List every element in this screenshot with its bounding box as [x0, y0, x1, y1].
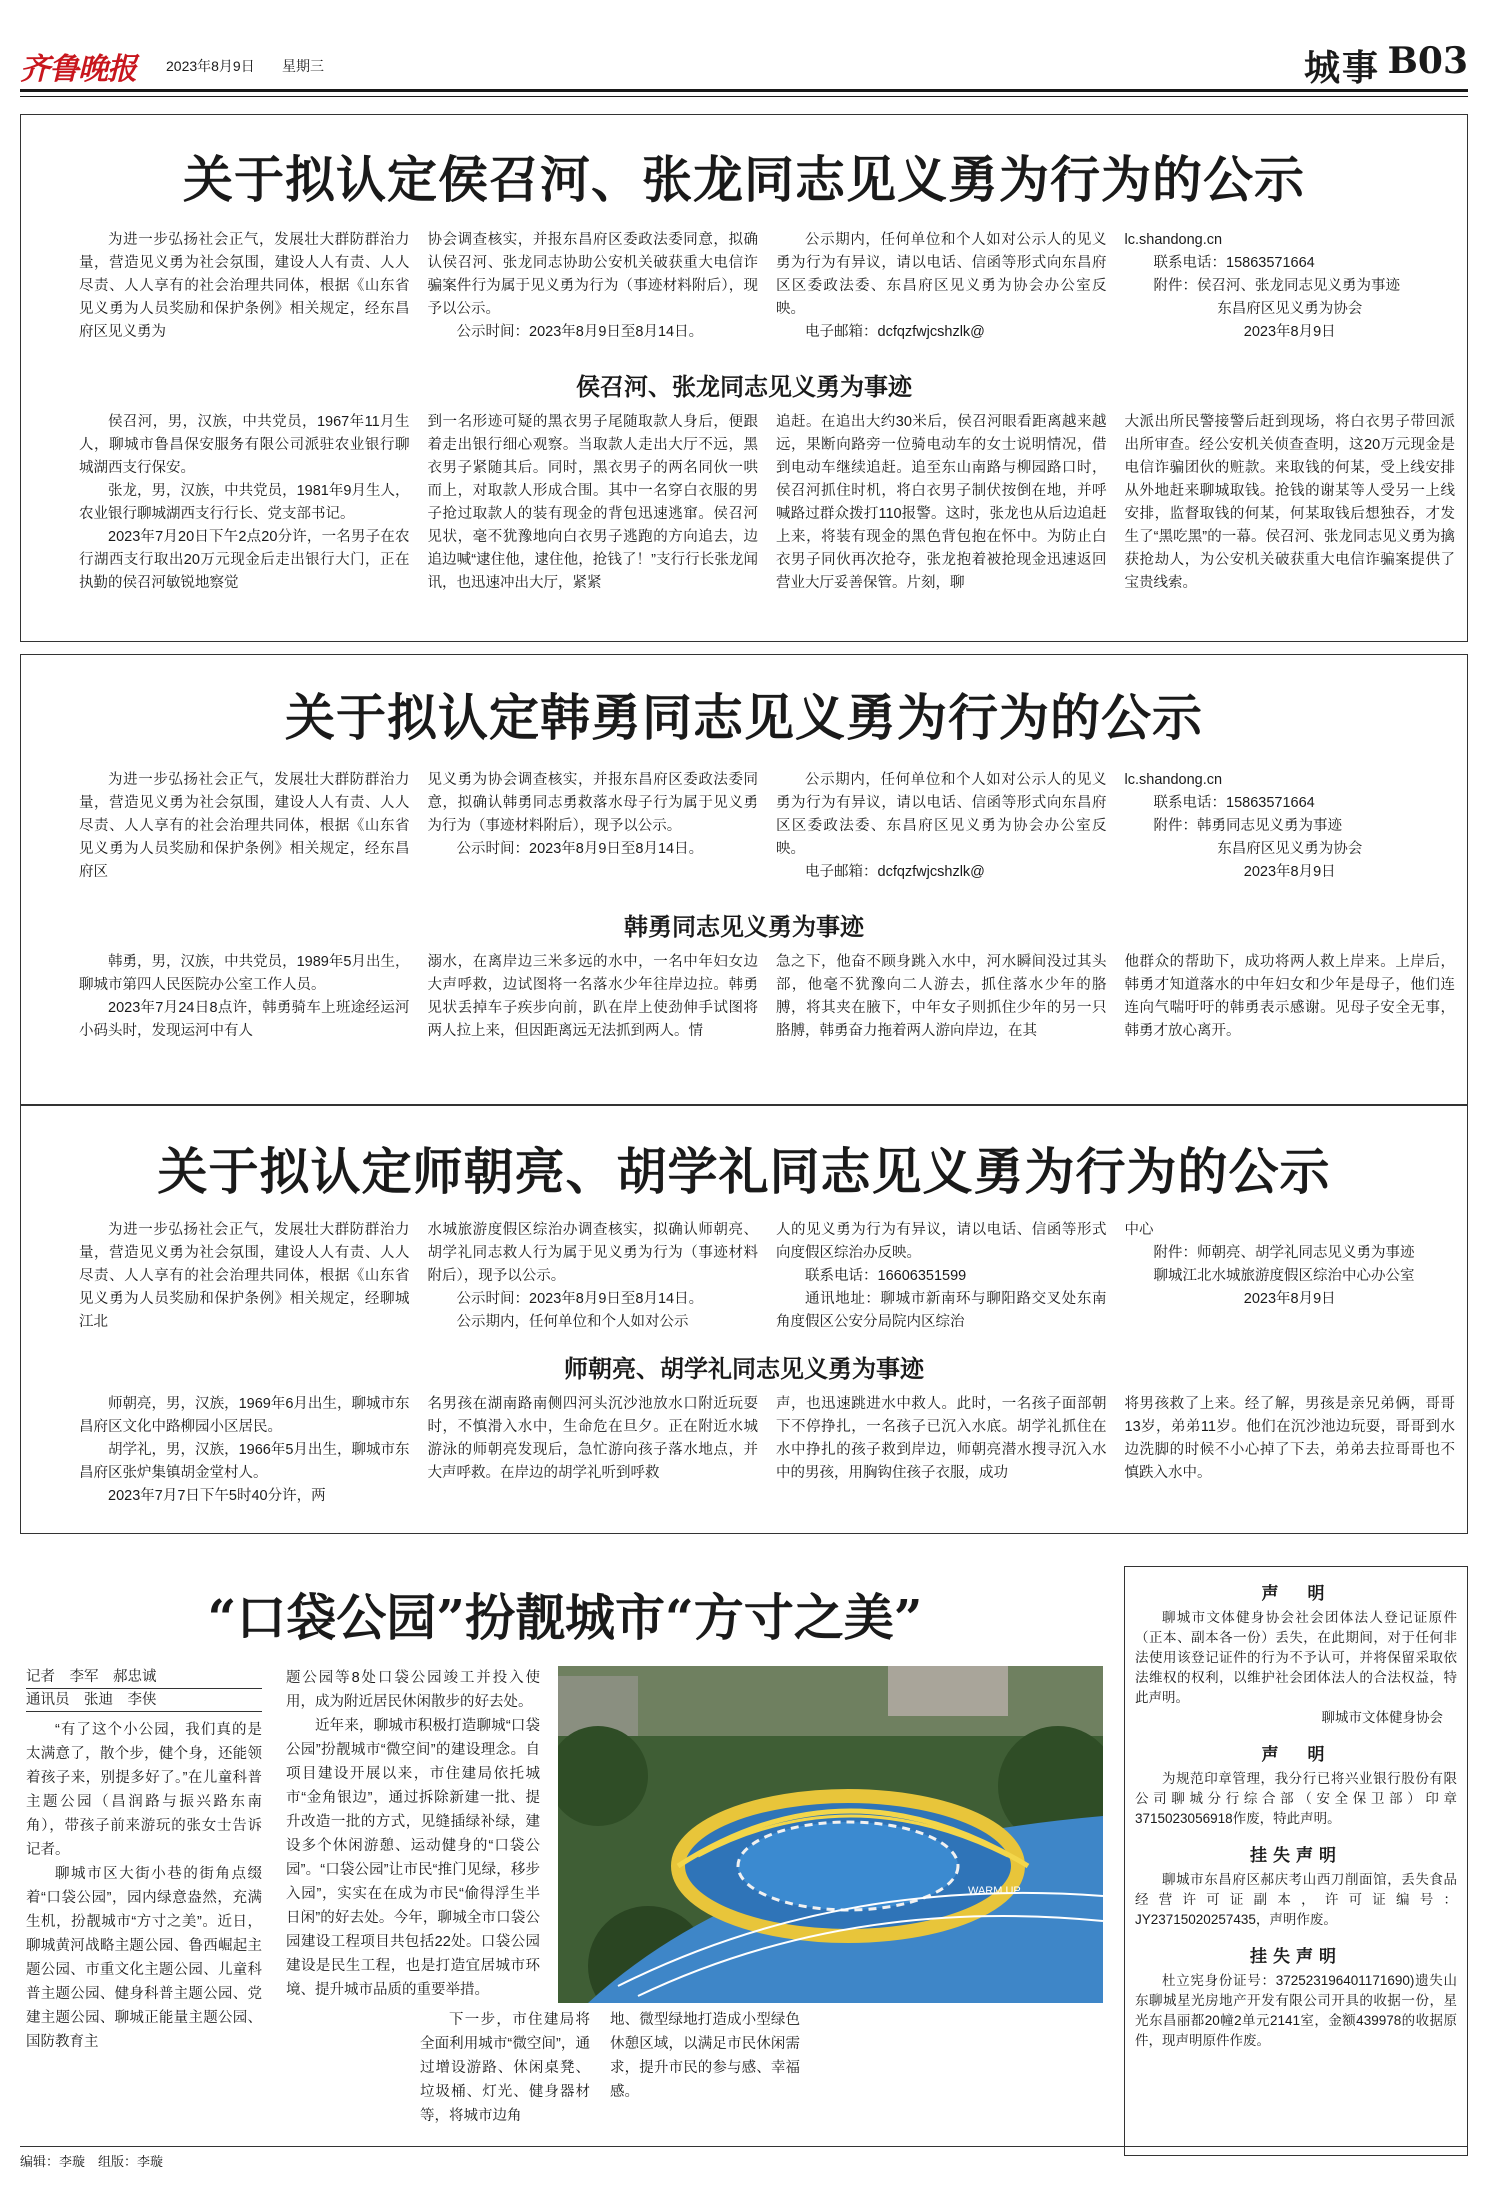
statement-title: 挂失声明 — [1250, 1947, 1342, 1967]
header-rule — [20, 89, 1468, 92]
story-subtitle: 侯召河、张龙同志见义勇为事迹 — [576, 372, 912, 401]
statement-body: 聊城市文体健身协会社会团体法人登记证原件（正本、副本各一份）丢失，在此期间，对于任何非法使用该登记证件的行为不予认可，并将保留采取依法维权的权利，以维护社会团体法人的合法权益，特此声明。 — [1135, 1610, 1457, 1705]
paragraph: 2023年7月7日下午5时40分许，两 — [108, 1488, 326, 1504]
story-col-3 — [776, 1393, 1107, 1521]
article-title: “口袋公园”扮靓城市“方寸之美” — [207, 1588, 923, 1647]
newspaper-logo: 齐鲁晚报 — [20, 52, 136, 87]
story-col-2 — [428, 1393, 759, 1521]
notice-col-1 — [79, 769, 410, 885]
statements-sidebar — [1124, 1566, 1468, 2156]
paragraph: 公示时间：2023年8月9日至8月14日。 — [456, 841, 704, 857]
address-line: 通讯地址：聊城市新南环与聊阳路交叉处东南角度假区公安分局院内区综治 — [776, 1291, 1107, 1330]
paragraph: “有了这个小公园，我们真的是太满意了，散个步，健个身，还能领着孩子来，别提多好了。”在儿童科普主题公园（昌润路与振兴路东南角），带孩子前来游玩的张女士告诉记者。 — [26, 1722, 262, 1858]
paragraph: 名男孩在湖南路南侧四河头沉沙池放水口附近玩耍时，不慎滑入水中，生命危在旦夕。正在附近水城游泳的师朝亮发现后，急忙游向孩子落水地点，并大声呼救。在岸边的胡学礼听到呼救 — [427, 1396, 758, 1481]
story-subtitle: 师朝亮、胡学礼同志见义勇为事迹 — [564, 1354, 924, 1383]
statement-signature: 聊城市文体健身协会 — [1321, 1710, 1443, 1725]
notice-han-yong — [20, 654, 1468, 1106]
article-col-3 — [420, 2008, 590, 2128]
statement-2 — [1135, 1740, 1457, 1829]
park-aerial-image — [558, 1666, 1103, 2003]
article-col-1 — [26, 1718, 262, 2128]
paragraph: 公示时间：2023年8月9日至8月14日。 — [456, 324, 704, 340]
notice-title: 关于拟认定侯召河、张龙同志见义勇为行为的公示 — [183, 150, 1305, 209]
statement-title: 声 明 — [1261, 1745, 1331, 1765]
story-body — [79, 951, 1455, 1091]
paragraph: 公示期内，任何单位和个人如对公示人的见义勇为行为有异议，请以电话、信函等形式向东昌府区区委政法委、东昌府区见义勇为协会办公室反映。 — [776, 772, 1107, 857]
notice-col-4 — [1125, 1219, 1456, 1335]
story-col-1 — [79, 1393, 410, 1521]
pocket-park-photo — [558, 1666, 1103, 2003]
page-footer — [20, 2146, 1468, 2176]
notice-col-2 — [428, 229, 759, 345]
signature-date: 2023年8月9日 — [1243, 1291, 1336, 1307]
paragraph: 为进一步弘扬社会正气，发展壮大群防群治力量，营造见义勇为社会氛围，建设人人有责、人人尽责、人人享有的社会治理共同体，根据《山东省见义勇为人员奖励和保护条例》相关规定，经东昌府区见义勇为 — [79, 232, 410, 340]
paragraph: 公示期内，任何单位和个人如对公示人的见义勇为行为有异议，请以电话、信函等形式向东昌府区区委政法委、东昌府区见义勇为协会办公室反映。 — [776, 232, 1107, 317]
notice-col-3 — [776, 769, 1107, 885]
paragraph: 水城旅游度假区综治办调查核实，拟确认师朝亮、胡学礼同志救人行为属于见义勇为行为（事迹材料附后），现予以公示。 — [427, 1222, 758, 1284]
notice-col-3 — [776, 229, 1107, 345]
issue-date: 2023年8月9日 — [166, 58, 255, 74]
story-col-2 — [428, 411, 759, 621]
notice-col-2 — [428, 769, 759, 885]
contact-phone: 联系电话：15863571664 — [1153, 255, 1315, 271]
notice-col-4 — [1125, 769, 1456, 885]
paragraph: 胡学礼，男，汉族，1966年5月出生，聊城市东昌府区张炉集镇胡金堂村人。 — [79, 1442, 410, 1481]
photo-ground-text: WARM UP — [968, 1885, 1021, 1897]
notice-col-1 — [79, 1219, 410, 1335]
story-col-4 — [1125, 411, 1456, 621]
notice-body — [79, 1219, 1455, 1335]
paragraph: 公示期内，任何单位和个人如对公示 — [456, 1314, 689, 1330]
paragraph: 到一名形迹可疑的黑衣男子尾随取款人身后，便跟着走出银行细心观察。当取款人走出大厅不远，黑衣男子紧随其后。同时，黑衣男子的两名同伙一哄而上，对取款人形成合围。其中一名穿白衣服的男子抢过取款人的装有现金的背包迅速逃窜。侯召河见状，毫不犹豫地向白衣男子逃跑的方向追去，边追边喊“逮住他，逮住他，抢钱了！”支行行长张龙闻讯，也迅速冲出大厅，紧紧 — [427, 414, 758, 591]
signature-date: 2023年8月9日 — [1243, 864, 1336, 880]
statement-body: 杜立宪身份证号：372523196401171690)遗失山东聊城星光房地产开发有限公司开具的收据一份，星光东昌丽都20幢2单元2141室，金额439978的收据原件，现声明原件作废。 — [1135, 1973, 1457, 2048]
paragraph: 将男孩救了上来。经了解，男孩是亲兄弟俩，哥哥13岁，弟弟11岁。他们在沉沙池边玩耍，哥哥到水边洗脚的时候不小心掉了下去，弟弟去拉哥哥也不慎跌入水中。 — [1124, 1396, 1455, 1481]
statement-4 — [1135, 1942, 1457, 2051]
section-name: 城事 — [1303, 47, 1380, 89]
notice-col-2 — [428, 1219, 759, 1335]
notice-shi-hu — [20, 1104, 1468, 1534]
paragraph: 为进一步弘扬社会正气，发展壮大群防群治力量，营造见义勇为社会氛围，建设人人有责、人人尽责、人人享有的社会治理共同体，根据《山东省见义勇为人员奖励和保护条例》相关规定，经聊城江北 — [79, 1222, 410, 1330]
paragraph: 地、微型绿地打造成小型绿色休憩区域，以满足市民休闲需求，提升市民的参与感、幸福感。 — [610, 2012, 800, 2100]
paragraph: 见义勇为协会调查核实，并报东昌府区委政法委同意，拟确认韩勇同志勇救落水母子行为属于见义勇为行为（事迹材料附后），现予以公示。 — [427, 772, 758, 834]
statement-title: 声 明 — [1261, 1584, 1331, 1604]
paragraph: 韩勇，男，汉族，中共党员，1989年5月出生，聊城市第四人民医院办公室工作人员。 — [79, 954, 410, 993]
paragraph: 公示时间：2023年8月9日至8月14日。 — [456, 1291, 704, 1307]
masthead — [20, 34, 1468, 92]
paragraph: 为进一步弘扬社会正气，发展壮大群防群治力量，营造见义勇为社会氛围，建设人人有责、人人尽责、人人享有的社会治理共同体，根据《山东省见义勇为人员奖励和保护条例》相关规定，经东昌府区 — [79, 772, 410, 880]
notice-col-3 — [776, 1219, 1107, 1335]
byline-correspondents: 通讯员 张迪 李侠 — [26, 1689, 262, 1712]
attachment-line: 附件：侯召河、张龙同志见义勇为事迹 — [1153, 278, 1400, 294]
email-domain: lc.shandong.cn — [1124, 772, 1223, 788]
story-subtitle: 韩勇同志见义勇为事迹 — [624, 912, 864, 941]
paragraph: 聊城市区大街小巷的街角点缀着“口袋公园”，园内绿意盎然，充满生机，扮靓城市“方寸之美”。近日，聊城黄河战略主题公园、鲁西崛起主题公园、市重文化主题公园、儿童科普主题公园、健身科普主题公园、党建主题公园、聊城正能量主题公园、国防教育主 — [26, 1866, 262, 2050]
paragraph: 溺水，在离岸边三米多远的水中，一名中年妇女边大声呼救，边试图将一名落水少年往岸边拉。韩勇见状丢掉车子疾步向前，趴在岸上使劲伸手试图将两人拉上来，但因距离远无法抓到两人。情 — [427, 954, 758, 1039]
story-body — [79, 411, 1455, 621]
paragraph: 侯召河，男，汉族，中共党员，1967年11月生人，聊城市鲁昌保安服务有限公司派驻农业银行聊城湖西支行保安。 — [79, 414, 410, 476]
statement-body: 聊城市东昌府区郝庆考山西刀削面馆，丢失食品经营许可证副本，许可证编号：JY23715020257435，声明作废。 — [1135, 1872, 1457, 1927]
statement-3 — [1135, 1841, 1457, 1930]
byline — [26, 1666, 262, 1712]
attachment-line: 附件：师朝亮、胡学礼同志见义勇为事迹 — [1153, 1245, 1415, 1261]
editor-credit: 编辑：李璇 组版：李璇 — [20, 2154, 164, 2169]
paragraph: 近年来，聊城市积极打造聊城“口袋公园”扮靓城市“微空间”的建设理念。自项目建设开展以来，市住建局依托城市“金角银边”，通过拆除新建一批、提升改造一批的方式，见缝插绿补绿，建设多个休闲游憩、运动健身的“口袋公园”。“口袋公园”让市民“推门见绿，移步入园”，实实在在成为市民“偷得浮生半日闲”的好去处。今年，聊城全市口袋公园建设工程项目共包括22处。口袋公园建设是民生工程，也是打造宜居城市环境、提升城市品质的重要举措。 — [286, 1718, 540, 1998]
paragraph: 人的见义勇为行为有异议，请以电话、信函等形式向度假区综治办反映。 — [776, 1222, 1107, 1261]
story-col-3 — [776, 411, 1107, 621]
notice-col-1 — [79, 229, 410, 345]
statement-body: 为规范印章管理，我分行已将兴业银行股份有限公司聊城分行综合部（安全保卫部）印章3715023056918作废，特此声明。 — [1135, 1771, 1457, 1826]
signature-date: 2023年8月9日 — [1243, 324, 1336, 340]
story-col-1 — [79, 951, 410, 1091]
signature-org: 东昌府区见义勇为协会 — [1217, 841, 1363, 857]
email-line: 电子邮箱：dcfqzfwjcshzlk@ — [805, 324, 985, 340]
paragraph: 2023年7月24日8点许，韩勇骑车上班途经运河小码头时，发现运河中有人 — [79, 1000, 410, 1039]
notice-hou-zhang — [20, 114, 1468, 642]
paragraph: 他群众的帮助下，成功将两人救上岸来。上岸后，韩勇才知道落水的中年妇女和少年是母子，他们连连向气喘吁吁的韩勇表示感谢。见母子安全无事，韩勇才放心离开。 — [1124, 954, 1455, 1039]
paragraph: 追赶。在追出大约30米后，侯召河眼看距离越来越远，果断向路旁一位骑电动车的女士说明情况，借到电动车继续追赶。追至东山南路与柳园路口时，侯召河抓住时机，将白衣男子制伏按倒在地，并呼喊路过群众拨打110报警。这时，张龙也从后边追赶上来，将装有现金的黑色背包抱在怀中。为防止白衣男子同伙再次抢夺，张龙抱着被抢现金迅速返回营业大厅妥善保管。片刻，聊 — [776, 414, 1107, 591]
notice-title: 关于拟认定韩勇同志见义勇为行为的公示 — [285, 688, 1203, 747]
contact-phone: 联系电话：15863571664 — [1153, 795, 1315, 811]
email-line: 电子邮箱：dcfqzfwjcshzlk@ — [805, 864, 985, 880]
paragraph: 大派出所民警接警后赶到现场，将白衣男子带回派出所审查。经公安机关侦查查明，这20万元现金是电信诈骗团伙的赃款。来取钱的何某，受上线安排从外地赶来聊城取钱。抢钱的谢某等人受另一上线安排，监督取钱的何某，何某取钱后想独吞，才发生了“黑吃黑”的一幕。侯召河、张龙同志见义勇为擒获抢劫人，为公安机关破获重大电信诈骗案提供了宝贵线索。 — [1124, 414, 1455, 591]
signature-org: 东昌府区见义勇为协会 — [1217, 301, 1363, 317]
byline-reporters: 记者 李军 郝忠诚 — [26, 1666, 262, 1689]
page-number: B03 — [1387, 40, 1468, 82]
notice-body — [79, 229, 1455, 345]
pocket-park-article — [20, 1534, 1110, 2134]
story-col-4 — [1125, 1393, 1456, 1521]
statement-title: 挂失声明 — [1250, 1846, 1342, 1866]
article-col-4 — [610, 2008, 800, 2128]
notice-title: 关于拟认定师朝亮、胡学礼同志见义勇为行为的公示 — [157, 1142, 1331, 1201]
story-body — [79, 1393, 1455, 1521]
signature-org: 聊城江北水城旅游度假区综治中心办公室 — [1153, 1268, 1415, 1284]
story-col-3 — [776, 951, 1107, 1091]
paragraph: 2023年7月20日下午2点20分许，一名男子在农行湖西支行取出20万元现金后走出银行大门，正在执勤的侯召河敏锐地察觉 — [79, 529, 410, 591]
attachment-line: 附件：韩勇同志见义勇为事迹 — [1153, 818, 1342, 834]
story-col-1 — [79, 411, 410, 621]
story-col-4 — [1125, 951, 1456, 1091]
issue-weekday: 星期三 — [282, 58, 324, 74]
paragraph: 师朝亮，男，汉族，1969年6月出生，聊城市东昌府区文化中路柳园小区居民。 — [79, 1396, 410, 1435]
contact-phone: 联系电话：16606351599 — [805, 1268, 967, 1284]
paragraph: 声，也迅速跳进水中救人。此时，一名孩子面部朝下不停挣扎，一名孩子已沉入水底。胡学礼抓住在水中挣扎的孩子救到岸边，师朝亮潜水搜寻沉入水中的男孩，用胸钩住孩子衣服，成功 — [776, 1396, 1107, 1481]
email-domain: lc.shandong.cn — [1124, 232, 1223, 248]
paragraph: 协会调查核实，并报东昌府区委政法委同意，拟确认侯召河、张龙同志协助公安机关破获重大电信诈骗案件行为属于见义勇为行为（事迹材料附后），现予以公示。 — [427, 232, 758, 317]
story-col-2 — [428, 951, 759, 1091]
header-rule-thin — [20, 96, 1468, 97]
notice-body — [79, 769, 1455, 885]
paragraph: 题公园等8处口袋公园竣工并投入使用，成为附近居民休闲散步的好去处。 — [286, 1670, 540, 1710]
paragraph: 急之下，他奋不顾身跳入水中，河水瞬间没过其头部，他毫不犹豫向二人游去，抓住落水少年的胳膊，将其夹在腋下，中年女子则抓住少年的另一只胳膊，韩勇奋力拖着两人游向岸边，在其 — [776, 954, 1107, 1039]
notice-col-4 — [1125, 229, 1456, 345]
paragraph: 中心 — [1124, 1222, 1154, 1238]
paragraph: 张龙，男，汉族，中共党员，1981年9月生人，农业银行聊城湖西支行行长、党支部书记。 — [79, 483, 410, 522]
paragraph: 下一步，市住建局将全面利用城市“微空间”，通过增设游路、休闲桌凳、垃圾桶、灯光、健身器材等，将城市边角 — [420, 2012, 590, 2124]
statement-1 — [1135, 1579, 1457, 1728]
